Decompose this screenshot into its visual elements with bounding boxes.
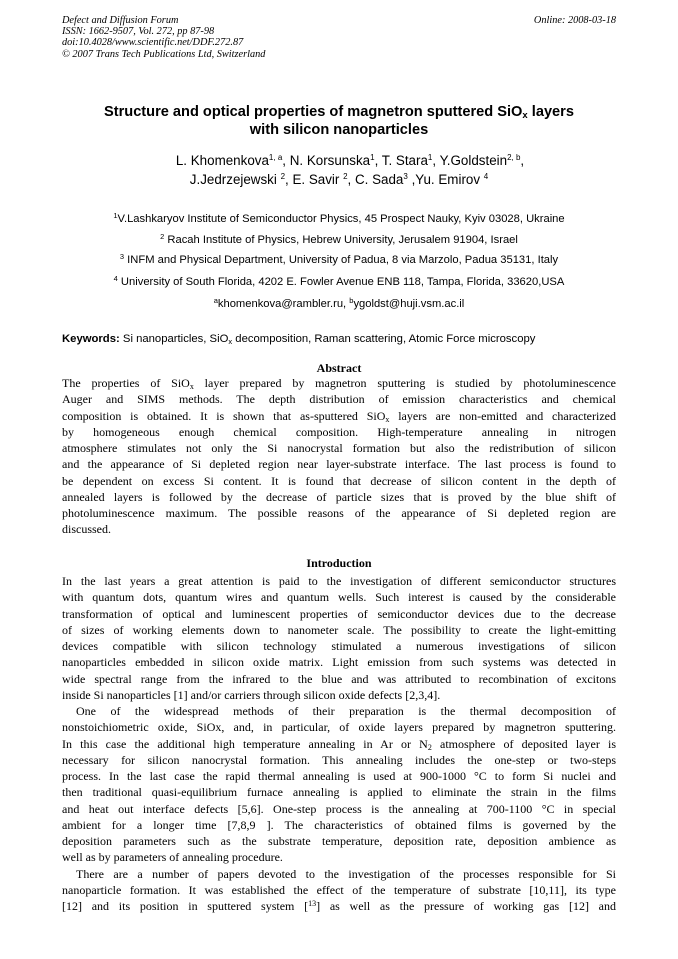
text-line: There are a number of papers devoted to the investigation of the processes responsible for Si: [76, 866, 616, 881]
text-span: [12] and its position in sputtered system [: [62, 899, 309, 913]
abstract-body: [62, 375, 616, 538]
affiliation-text: University of South Florida, 4202 E. Fowler Avenue ENB 118, Tampa, Florida, 33620,USA: [117, 276, 565, 288]
keywords: [62, 332, 535, 346]
text-span: layers are non-emitted and characterized: [389, 408, 616, 423]
author-list: [62, 151, 616, 189]
author-separator: ,: [285, 172, 293, 187]
superscript: 13: [308, 899, 317, 908]
text-line: nanoparticle formation. It was established the effect of the temperature of substrate [10,11], its type: [62, 882, 616, 897]
author-separator: ,: [520, 153, 525, 168]
author-affil-sup: 1: [427, 153, 433, 162]
author-emails: [62, 297, 616, 311]
author-separator: ,: [407, 172, 416, 187]
author-affil-sup: 4: [483, 172, 489, 181]
title-line-1: [62, 103, 616, 121]
text-line: be dependent on excess Si content. It is found that decrease of silicon content in the depth of: [62, 473, 616, 488]
keywords-label: Keywords:: [62, 333, 120, 345]
text-line: wide spectral range from the infrared to the blue and was attributed to recombination of excitons: [62, 671, 616, 686]
text-span: The properties of SiO: [62, 376, 190, 390]
title-text: Structure and optical properties of magnetron sputtered SiO: [104, 104, 523, 120]
text-span: In this case the additional high temperature annealing in Ar or N: [62, 736, 428, 751]
affiliation-text: V.Lashkaryov Institute of Semiconductor Physics, 45 Prospect Nauky, Kyiv 03028, Ukraine: [117, 213, 565, 225]
keywords-text: Si nanoparticles, SiO: [119, 333, 229, 345]
author: E. Savir: [292, 172, 344, 187]
text-line: [62, 375, 616, 391]
text-line: [62, 898, 616, 914]
email-sup: b: [349, 296, 354, 305]
text-line: devices compatible with silicon technology stimulated a numerous investigations of silicon: [62, 639, 616, 653]
author-line-2: [62, 170, 616, 189]
text-span: layer prepared by magnetron sputtering is studied by photoluminescence: [193, 376, 616, 390]
introduction-heading: Introduction: [306, 556, 372, 570]
author-separator: ,: [374, 153, 382, 168]
text-span: ] as well as the pressure of working gas [12] and: [316, 899, 616, 913]
doi: doi:10.4028/www.scientific.net/DDF.272.87: [62, 37, 244, 49]
text-line: One of the widespread methods of their preparation is the thermal decomposition of: [76, 704, 616, 718]
text-line: ambient for a longer time [7,8,9 ]. The characteristics of obtained films is governed by the: [62, 817, 616, 832]
author: L. Khomenkova: [175, 153, 269, 168]
email-sup: a: [213, 296, 218, 305]
email-a: khomenkova@rambler.ru,: [217, 298, 350, 310]
text-line: and heat out interface defects [5,6]. One-step process is the annealing at 700-1100 °C in special: [62, 801, 616, 816]
affiliation-text: INFM and Physical Department, University of Padua, 8 via Marzolo, Padua 35131, Italy: [124, 254, 559, 266]
text-line: [62, 408, 616, 424]
author: J.Jedrzejewski: [189, 172, 281, 187]
text-span: atmosphere of deposited layer is: [431, 736, 617, 751]
affiliation-sup: 4: [113, 274, 118, 283]
text-line: Auger and SIMS methods. The depth distribution of emission characteristics and chemical: [62, 392, 616, 407]
text-line: necessary for silicon nanocrystal formation. This annealing includes the one-step or two-steps: [62, 752, 616, 767]
author-affil-sup: 1: [370, 153, 375, 162]
text-line: discussed.: [62, 522, 111, 537]
affiliation-4: [62, 275, 616, 289]
affiliation-sup: 1: [113, 211, 118, 220]
text-line: with quantum dots, quantum wires and quantum wells. Such interest is caused by the considerable: [62, 590, 616, 605]
author-affil-sup: 2, b: [507, 153, 521, 162]
abstract-heading: Abstract: [316, 361, 362, 375]
author: N. Korsunska: [289, 153, 371, 168]
text-line: In the last years a great attention is paid to the investigation of different semiconductor structures: [62, 574, 616, 588]
author: Y.Goldstein: [439, 153, 508, 168]
author-affil-sup: 1, a: [268, 153, 283, 162]
author: T. Stara: [381, 153, 428, 168]
text-line: nanoparticles embedded in silicon oxide matrix. Light emission from such systems was detected in: [62, 655, 616, 670]
title-text: layers: [527, 104, 574, 120]
text-line: and the appearance of Si depleted region near layer-substrate interface. The last process is found to: [62, 457, 616, 472]
text-line: of sizes of working elements down to nanometer scale. The possibility to create the light-emitting: [62, 622, 616, 637]
title-line-2: with silicon nanoparticles: [249, 122, 429, 138]
text-line: transformation of optical and luminescent properties of semiconductor devices due to the decrease: [62, 606, 616, 621]
author-affil-sup: 2: [343, 172, 348, 181]
journal-name: Defect and Diffusion Forum: [62, 15, 179, 26]
introduction-body: [62, 573, 616, 914]
text-line: then traditional quasi-equilibrium furnace annealing is applied to eliminate the strain in the films: [62, 785, 616, 800]
affiliation-3: [62, 253, 616, 267]
text-line: photoluminescence maximum. The possible reasons of the appearance of Si depleted region are: [62, 506, 616, 520]
text-line: well as by parameters of annealing procedure.: [62, 850, 283, 865]
text-line: [62, 736, 616, 752]
text-span: composition is obtained. It is shown that as-sputtered SiO: [62, 408, 386, 423]
author-affil-sup: 3: [403, 172, 408, 181]
text-line: annealed layers is followed by the decrease of particle sizes that is proved by the blue shift of: [62, 489, 616, 504]
keywords-text: decomposition, Raman scattering, Atomic Force microscopy: [232, 333, 536, 345]
text-line: process. In the last case the rapid thermal annealing is used at 900-1000 °C to form Si nuclei and: [62, 769, 616, 783]
subscript: x: [189, 382, 194, 391]
email-b: ygoldst@huji.vsm.ac.il: [353, 298, 465, 310]
author-line-1: [62, 151, 616, 170]
online-date: Online: 2008-03-18: [533, 15, 616, 26]
title-subscript: x: [522, 110, 528, 121]
affiliation-text: Racah Institute of Physics, Hebrew University, Jerusalem 91904, Israel: [164, 234, 518, 246]
text-line: deposition parameters such as the substrate temperature, deposition rate, deposition ambience as: [62, 834, 616, 848]
subscript: x: [385, 414, 390, 424]
affiliation-sup: 2: [160, 232, 165, 241]
affiliation-sup: 3: [119, 252, 125, 261]
author: C. Sada: [355, 172, 404, 187]
author-affil-sup: 2: [280, 172, 286, 181]
keywords-subscript: x: [228, 337, 233, 346]
affiliation-2: [62, 233, 616, 247]
author: Yu. Emirov: [415, 172, 484, 187]
issn: ISSN: 1662-9507, Vol. 272, pp 87-98: [62, 26, 215, 38]
author-separator: ,: [432, 153, 440, 168]
author-separator: ,: [347, 172, 355, 187]
text-line: inside Si nanoparticles [1] and/or carriers through silicon oxide defects [2,3,4].: [62, 687, 441, 702]
subscript: 2: [427, 742, 432, 752]
text-line: atmosphere stimulates not only the Si nanocrystal formation but also the redistribution of silicon: [62, 441, 616, 455]
copyright: © 2007 Trans Tech Publications Ltd, Switzerland: [62, 48, 266, 60]
text-line: by homogeneous enough chemical composition. High-temperature annealing in nitrogen: [62, 424, 616, 439]
author-separator: ,: [282, 153, 290, 168]
affiliation-1: [62, 212, 616, 226]
text-line: nonstoichiometric oxide, SiOx, and, in particular, of oxide layers prepared by magnetron sputtering.: [62, 720, 616, 735]
paper-title: [62, 103, 616, 139]
journal-header: [62, 15, 265, 60]
